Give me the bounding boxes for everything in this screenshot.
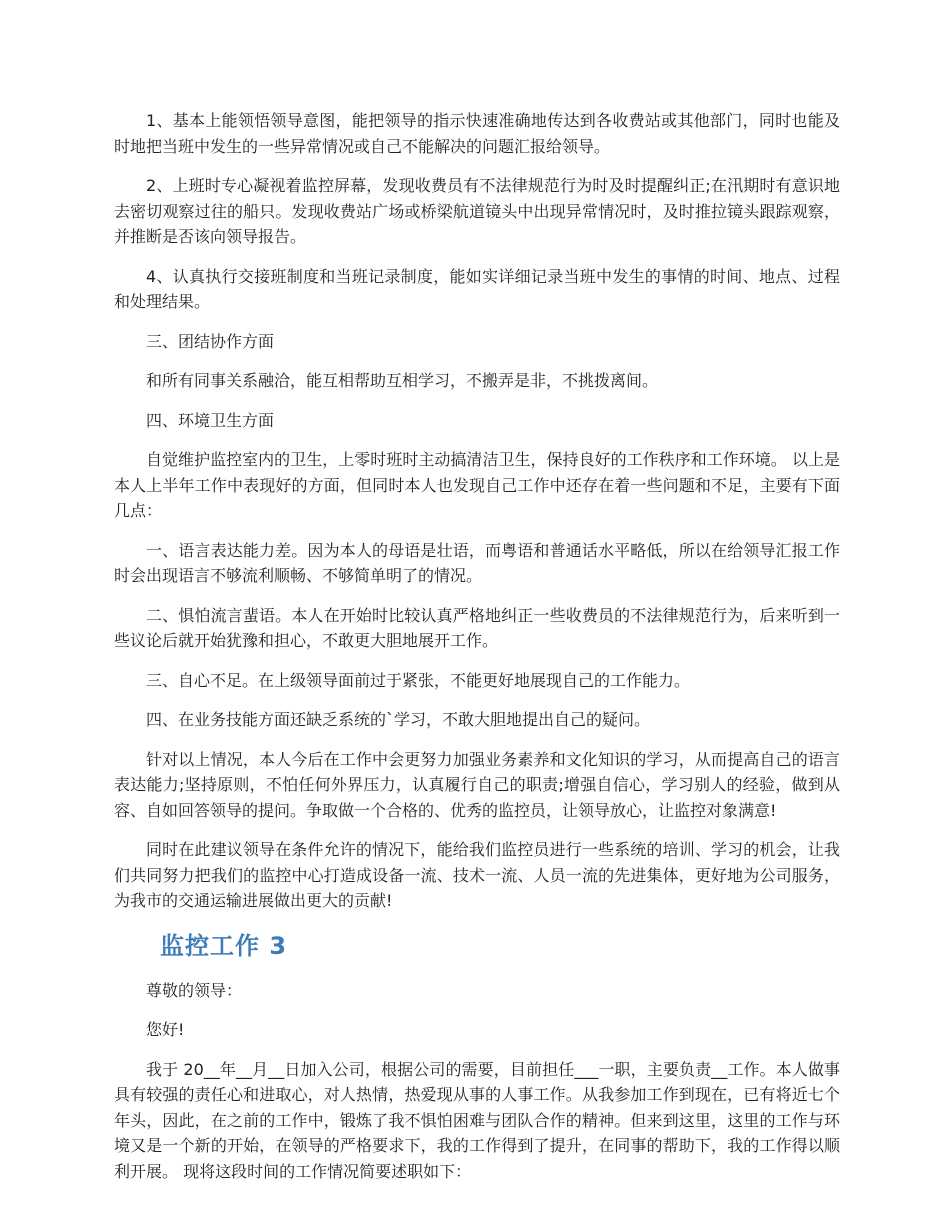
paragraph-teamwork: 和所有同事关系融洽，能互相帮助互相学习，不搬弄是非，不挑拨离间。 <box>146 371 659 390</box>
subheading-hygiene: 四、环境卫生方面 <box>146 410 275 430</box>
paragraph-duty-4: 4、认真执行交接班制度和当班记录制度，能如实详细记录当班中发生的事情的时间、地点、过程和处理结果。 <box>114 266 840 311</box>
paragraph-weakness-1: 一、语言表达能力差。因为本人的母语是壮语，而粤语和普通话水平略低，所以在给领导汇报工作时会出现语言不够流利顺畅、不够简单明了的情况。 <box>114 540 840 585</box>
section-heading: 监控工作 3 <box>160 931 288 960</box>
paragraph-improvement: 针对以上情况，本人今后在工作中会更努力加强业务素养和文化知识的学习，从而提高自己的语言表达能力;坚持原则，不怕任何外界压力，认真履行自己的职责;增强自信心，学习别人的经验，做到从容、自如回答领导的提问。争取做一个合格的、优秀的监控员，让领导放心，让监控对象满意! <box>114 749 840 820</box>
paragraph-introduction: 我于 20__年__月__日加入公司，根据公司的需要，目前担任___一职，主要负责__工作。本人做事具有较强的责任心和进取心，对人热情，热爱现从事的人事工作。从我参加工作到现在，已有将近七个年头，因此，在之前的工作中，锻炼了我不惧怕困难与团队合作的精神。但来到这里，这里的工作与环境又是一个新的开始，在领导的严格要求下，我的工作得到了提升，在同事的帮助下，我的工作得以顺利开展。 现将这段时间的工作情况简要述职如下： <box>114 1059 840 1181</box>
paragraph-greeting: 您好! <box>146 1020 185 1039</box>
document-page <box>114 108 840 1198</box>
paragraph-duty-2: 2、上班时专心凝视着监控屏幕，发现收费员有不法律规范行为时及时提醒纠正;在汛期时有意识地去密切观察过往的船只。发现收费站广场或桥梁航道镜头中出现异常情况时，及时推拉镜头跟踪观察，并推断是否该向领导报告。 <box>114 176 840 246</box>
paragraph-hygiene: 自觉维护监控室内的卫生，上零时班时主动搞清洁卫生，保持良好的工作秩序和工作环境。 以上是本人上半年工作中表现好的方面，但同时本人也发现自己工作中还存在着一些问题和不足，主要有下面几点： <box>114 450 840 520</box>
paragraph-weakness-4: 四、在业务技能方面还缺乏系统的`学习，不敢大胆地提出自己的疑问。 <box>146 710 651 729</box>
paragraph-weakness-3: 三、自心不足。在上级领导面前过于紧张，不能更好地展现自己的工作能力。 <box>146 670 691 690</box>
subheading-teamwork: 三、团结协作方面 <box>146 331 275 351</box>
paragraph-duty-1: 1、基本上能领悟领导意图，能把领导的指示快速准确地传达到各收费站或其他部门，同时也能及时地把当班中发生的一些异常情况或自己不能解决的问题汇报给领导。 <box>114 111 840 156</box>
paragraph-weakness-2: 二、惧怕流言蜚语。本人在开始时比较认真严格地纠正一些收费员的不法律规范行为，后来听到一些议论后就开始犹豫和担心，不敢更大胆地展开工作。 <box>114 605 840 650</box>
paragraph-suggestion: 同时在此建议领导在条件允许的情况下，能给我们监控员进行一些系统的培训、学习的机会，让我们共同努力把我们的监控中心打造成设备一流、技术一流、人员一流的先进集体，更好地为公司服务，为我市的交通运输进展做出更大的贡献! <box>114 840 840 910</box>
paragraph-salutation: 尊敬的领导： <box>146 980 243 1000</box>
